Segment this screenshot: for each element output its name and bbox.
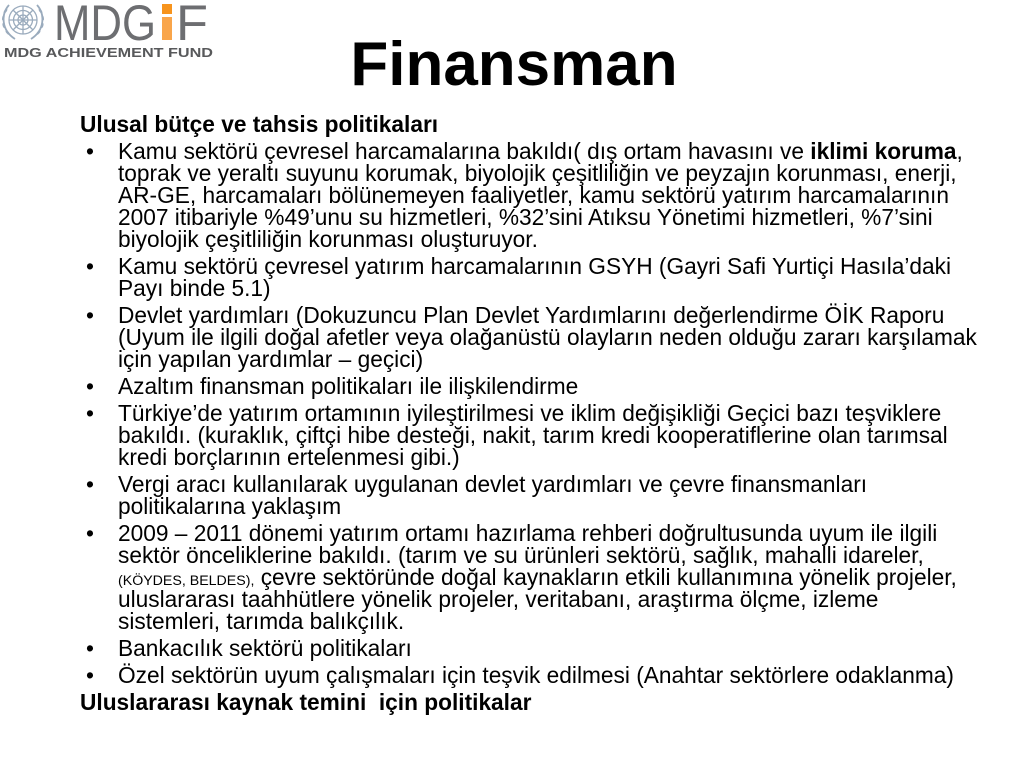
bullet-marker: • bbox=[86, 373, 94, 399]
bullet-line: politikalarına yaklaşım bbox=[118, 493, 342, 519]
bold-emphasis: iklimi koruma bbox=[810, 138, 957, 164]
slide-body bbox=[80, 113, 1000, 713]
bullet-line: bakıldı. (kuraklık, çiftçi hibe desteği, nakit, tarım kredi kooperatiflerine olan tarımsal bbox=[118, 422, 948, 448]
bullet-line: Türkiye’de yatırım ortamının iyileştirilmesi ve iklim değişikliği Geçici bazı teşviklere bbox=[118, 400, 942, 426]
bullet-line: AR-GE, harcamaları bölünemeyen faaliyetler, kamu sektörü yatırım harcamalarının bbox=[118, 182, 949, 208]
bullet-line: (Uyum ile ilgili doğal afetler veya olağanüstü olayların neden olduğu zararı karşılamak bbox=[118, 324, 977, 350]
bullet-line: Bankacılık sektörü politikaları bbox=[118, 635, 412, 661]
logo-wordmark-mdg: MDG bbox=[54, 0, 156, 51]
bullet-marker: • bbox=[86, 520, 94, 546]
text-segment: Kamu sektörü çevresel harcamalarına bakıldı( dış ortam havasını ve bbox=[118, 138, 811, 164]
slide-title: Finansman bbox=[350, 30, 678, 99]
bullet-line: kredi borçlarının ertelenmesi gibi.) bbox=[118, 444, 460, 470]
bullet-line: toprak ve yeraltı suyunu korumak, biyolojik çeşitliliğin ve peyzajın korunması, enerji, bbox=[118, 160, 957, 186]
bullet-marker: • bbox=[86, 662, 94, 688]
text-segment: , bbox=[956, 138, 963, 164]
bullet-item bbox=[80, 255, 1000, 299]
bullet-line: sistemleri, tarımda balıkçılık. bbox=[118, 608, 405, 634]
bullet-item bbox=[80, 140, 1000, 250]
bullet-marker: • bbox=[86, 471, 94, 497]
small-text: (KÖYDES, BELDES), bbox=[118, 573, 255, 589]
bullet-line: Devlet yardımları (Dokuzuncu Plan Devlet Yardımlarını değerlendirme ÖİK Raporu bbox=[118, 302, 945, 328]
bullet-line: için yapılan yardımlar – geçici) bbox=[118, 346, 424, 372]
bullet-line: Kamu sektörü çevresel yatırım harcamalarının GSYH (Gayri Safi Yurtiçi Hasıla’daki bbox=[118, 253, 952, 279]
bullet-line: Özel sektörün uyum çalışmaları için teşvik edilmesi (Anahtar sektörlere odaklanma) bbox=[118, 662, 954, 688]
bullet-item bbox=[80, 402, 1000, 468]
bullet-line: biyolojik çeşitliliğin korunması oluşturuyor. bbox=[118, 226, 538, 252]
bullet-item bbox=[80, 522, 1000, 632]
bullet-line bbox=[118, 140, 1000, 162]
logo-tagline: MDG ACHIEVEMENT FUND bbox=[4, 45, 213, 60]
logo-wordmark-f: F bbox=[176, 0, 208, 51]
bullet-item bbox=[80, 637, 1000, 659]
bullet-line: 2007 itibariyle %49’unu su hizmetleri, %32’sini Atıksu Yönetimi hizmetleri, %7’sini bbox=[118, 204, 933, 230]
bullet-marker: • bbox=[86, 253, 94, 279]
section-heading: Ulusal bütçe ve tahsis politikaları bbox=[80, 111, 439, 137]
bullet-item bbox=[80, 473, 1000, 517]
bullet-item bbox=[80, 375, 1000, 397]
bullet-marker: • bbox=[86, 400, 94, 426]
bullet-line: Azaltım finansman politikaları ile ilişkilendirme bbox=[118, 373, 579, 399]
bullet-marker: • bbox=[86, 302, 94, 328]
bullet-line: 2009 – 2011 dönemi yatırım ortamı hazırlama rehberi doğrultusunda uyum ile ilgili bbox=[118, 520, 938, 546]
bullet-line: Payı binde 5.1) bbox=[118, 275, 271, 301]
closing-heading: Uluslararası kaynak temini için politikalar bbox=[80, 689, 532, 715]
bullet-marker: • bbox=[86, 635, 94, 661]
bullet-item bbox=[80, 304, 1000, 370]
text-segment: çevre sektöründe doğal kaynakların etkili kullanımına yönelik projeler, bbox=[254, 564, 957, 590]
bullet-item bbox=[80, 664, 1000, 686]
bullet-line: Vergi aracı kullanılarak uygulanan devlet yardımları ve çevre finansmanları bbox=[118, 471, 868, 497]
bullet-line bbox=[118, 566, 1000, 588]
logo-accent-dot bbox=[162, 4, 172, 14]
bullet-line: sektör önceliklerine bakıldı. (tarım ve su ürünleri sektörü, sağlık, mahalli idareler, bbox=[118, 542, 924, 568]
bullet-marker: • bbox=[86, 138, 94, 164]
bullet-line: uluslararası taahhütlere yönelik projeler, veritabanı, araştırma ölçme, izleme bbox=[118, 586, 879, 612]
